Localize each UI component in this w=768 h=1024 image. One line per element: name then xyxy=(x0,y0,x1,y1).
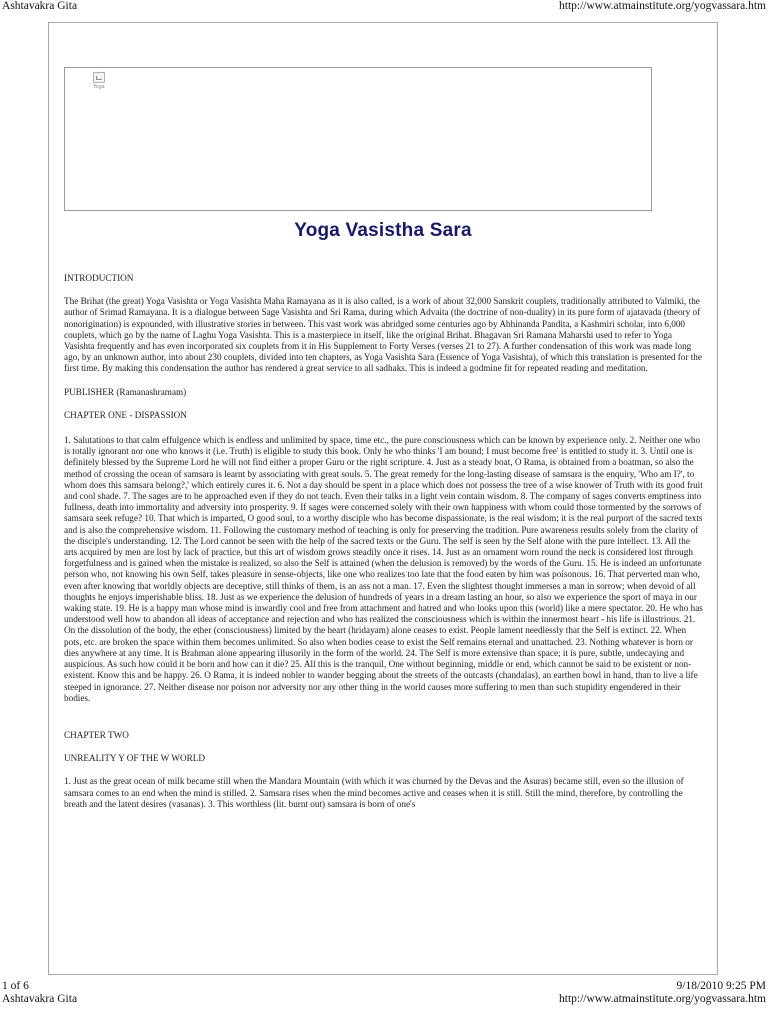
chapter-one-paragraph: 1. Salutations to that calm effulgence which is endless and unlimited by space, time etc., the pure consciousness which can be known by experience only. 2. Neither one who is totally ignorant nor one who knows it (i.e. Truth) is eligible to study this book. Only he who thinks 'I am bound; I must become free' is entitled to study it. 3. Until one is definitely blessed by the Supreme Lord he will not find either a proper Guru or the right scripture. 4. Just as a steady boat, O Rama, is obtained from a boatman, so also the method of crossing the ocean of samsara is learnt by associating with great souls. 5. The great remedy for the long-lasting disease of samsara is the enquiry, 'Who am I?', to whom does this samsara belong?,' which entirely cures it. 6. Not a day should be spent in a place which does not possess the tree of a wise knower of Truth with its good fruit and cool shade. 7. The sages are to be approached even if they do not teach. Even their talks in a light vein contain wisdom. 8. The company of sages converts emptiness into fullness, death into immortality and adversity into prosperity. 9. If sages were concerned solely with their own happiness with whom could those tormented by the sorrows of samsara seek refuge? 10. That which is imparted, O good soul, to a worthy disciple who has become dispassionate, is the real wisdom; it is the real purport of the sacred texts and is also the comprehensive wisdom. 11. Following the customary method of teaching is only for preserving the tradition. Pure awareness results solely from the clarity of the disciple's understanding. 12. The Lord cannot be seen with the help of the sacred texts or the Guru. The self is seen by the Self alone with the pure intellect. 13. All the arts acquired by men are lost by lack of practice, but this art of wisdom grows steadily once it rises. 14. Just as an ornament worn round the neck is considered lost through forgetfulness and is gained when the mistake is realized, so also the Self is attained (when the delusion is removed) by the words of the Guru. 15. He is indeed an unfortunate person who, not knowing his own Self, takes pleasure in sense-objects, like one who realizes too late that the food eaten by him was poisonous. 16. That perverted man who, even after knowing that worldly objects are deceptive, still thinks of them, is an ass not a man. 17. Even the slightest thought immerses a man in sorrow; when devoid of all thoughts he enjoys imperishable bliss. 18. Just as we experience the delusion of hundreds of years in a dream lasting an hour, so also we experience the sport of maya in our waking state. 19. He is a happy man whose mind is inwardly cool and free from attachment and hatred and who looks upon this (world) like a mere spectator. 20. He who has understood well how to abandon all ideas of acceptance and rejection and who has realized the consciousness which is within the innermost heart - his life is illustrious. 21. On the dissolution of the body, the ether (consciousness) limited by the heart (hridayam) alone ceases to exist. People lament needlessly that the Self is extinct. 22. When pots, etc. are broken the space within them becomes unlimited. So also when bodies cease to exist the Self remains eternal and unattached. 23. Nothing whatever is born or dies anywhere at any time. It is Brahman alone appearing illusorily in the form of the world. 24. The Self is more extensive than space; it is pure, subtle, undecaying and auspicious. As such how could it be born and how can it die? 25. All this is the tranquil, One without beginning, middle or end, which cannot be said to be existent or non-existent. Know this and be happy. 26. O Rama, it is indeed nobler to wander begging about the streets of the outcasts (chandalas), an earthen bowl in hand, than to live a life steeped in ignorance. 27. Neither disease nor poison nor adversity nor any other thing in the world causes more suffering to men than such stupidity engendered in their bodies. xyxy=(64,435,703,703)
page-title: Yoga Vasistha Sara xyxy=(294,220,472,241)
print-footer-page: 1 of 6 xyxy=(2,980,29,992)
chapter-two-paragraph: 1. Just as the great ocean of milk became still when the Mandara Mountain (with which it was churned by the Devas and the Asuras) became still, even so the illusion of samsara comes to an end when the mind is stilled. 2. Samsara rises when the mind becomes active and ceases when it is still. Still the mind, therefore, by controlling the breath and the latent desires (vasanas). 3. This worthless (lit. burnt out) samsara is born of one's xyxy=(64,776,684,809)
banner-image-frame xyxy=(64,67,652,211)
chapter-two-subheading: UNREALITY Y OF THE W WORLD xyxy=(64,753,205,764)
document-page xyxy=(48,22,718,975)
print-footer-datetime: 9/18/2010 9:25 PM xyxy=(676,980,766,992)
banner-image-alt: Yoga xyxy=(93,84,105,90)
document-body xyxy=(64,273,704,810)
intro-paragraph: The Brihat (the great) Yoga Vasishta or Yoga Vasishta Maha Ramayana as it is also called, is a work of about 32,000 Sanskrit couplets, traditionally attributed to Valmiki, the author of Srimad Ramayana. It is a dialogue between Sage Vasishta and Sri Rama, during which Advaita (the doctrine of non-duality) in its pure form of ajatavada (theory of nonorigination) is expounded, with illustrative stories in between. This vast work was abridged some centuries ago by Abhinanda Pandita, a Kashmiri scholar, into 6,000 couplets, which go by the name of Laghu Yoga Vasishta. This is a masterpiece in itself, like the original Brihat. Bhagavan Sri Ramana Maharshi used to refer to Yoga Vasishta frequently and has even incorporated six couplets from it in His Supplement to Forty Verses (verses 21 to 27). A further condensation of this work was made long ago, by an unknown author, into about 230 couplets, divided into ten chapters, as Yoga Vasishta Sara (Essence of Yoga Vasishta), of which this translation is presented for the first time. By making this condensation the author has rendered a great service to all sadhaks. This is indeed a godmine fit for repeated reading and meditation. xyxy=(64,296,702,374)
print-footer-title: Ashtavakra Gita xyxy=(2,993,78,1005)
broken-image-icon xyxy=(93,72,105,83)
chapter-two-heading: CHAPTER TWO xyxy=(64,729,129,740)
print-footer-url: http://www.atmainstitute.org/yogvassara.htm xyxy=(559,993,766,1005)
intro-heading: INTRODUCTION xyxy=(64,273,134,283)
print-header-url: http://www.atmainstitute.org/yogvassara.htm xyxy=(559,0,766,12)
publisher-line: PUBLISHER (Ramanashramam) xyxy=(64,386,187,397)
print-header-title: Ashtavakra Gita xyxy=(2,0,78,12)
chapter-one-heading: CHAPTER ONE - DISPASSION xyxy=(64,409,187,420)
